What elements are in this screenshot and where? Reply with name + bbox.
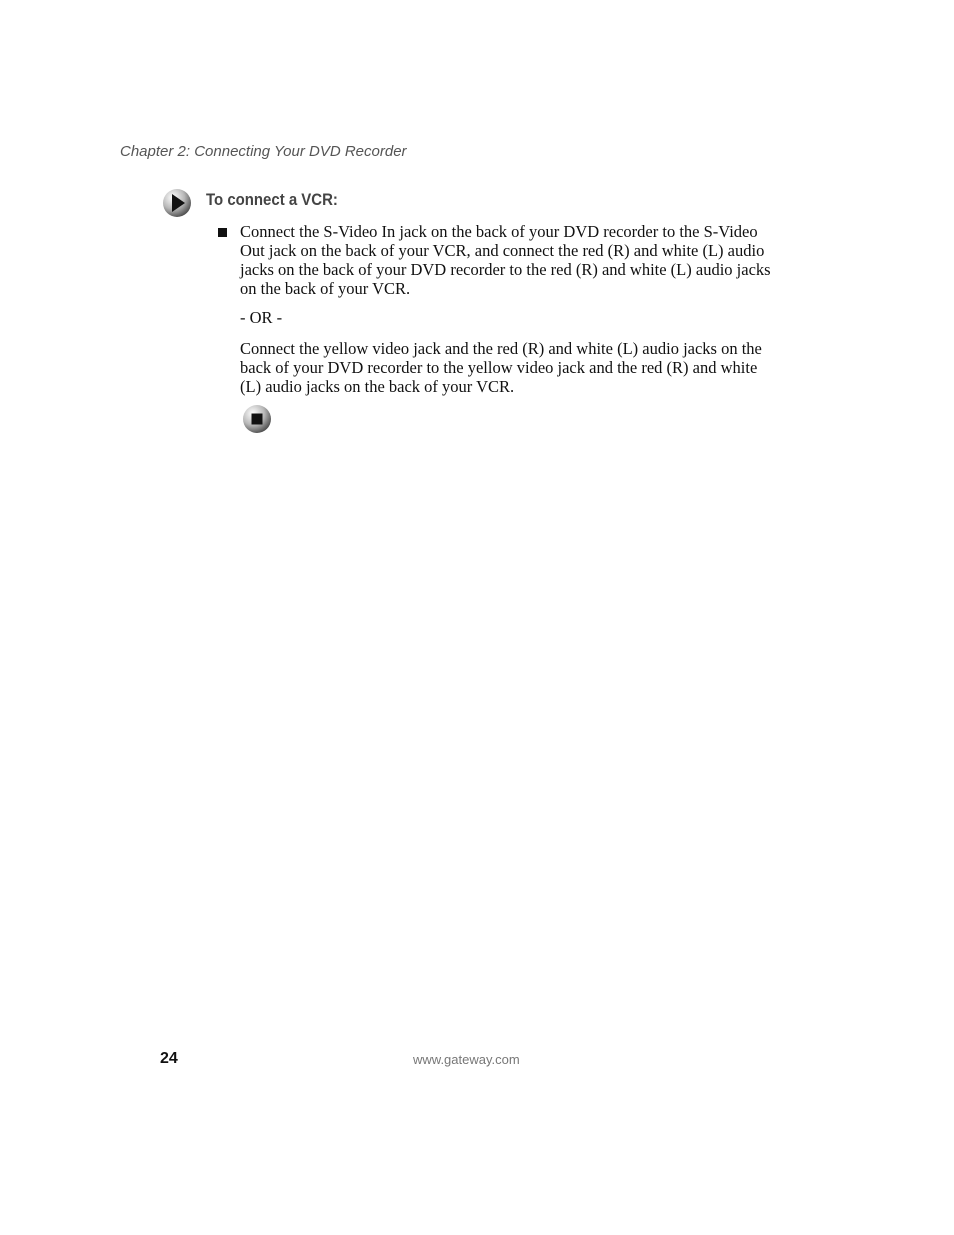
running-header: Chapter 2: Connecting Your DVD Recorder	[120, 143, 407, 160]
bullet-marker	[218, 228, 227, 237]
stop-square-icon	[242, 404, 272, 434]
or-separator: - OR -	[240, 308, 283, 327]
step-text: Connect the S-Video In jack on the back of your DVD recorder to the S-Video Out jack on the back of your VCR, and connect the red (R) and white (L) audio jacks on the back of your DVD recorder to the red (R) and white (L) audio jacks on the back of your VCR.	[240, 222, 771, 298]
play-arrow-icon	[162, 188, 192, 218]
procedure-heading: To connect a VCR:	[206, 190, 338, 209]
footer-url: www.gateway.com	[413, 1052, 520, 1067]
page-number: 24	[160, 1050, 178, 1067]
alternate-step-text: Connect the yellow video jack and the red (R) and white (L) audio jacks on the back of your DVD recorder to the yellow video jack and the red (R) and white (L) audio jacks on the back of your VCR.	[240, 339, 762, 396]
